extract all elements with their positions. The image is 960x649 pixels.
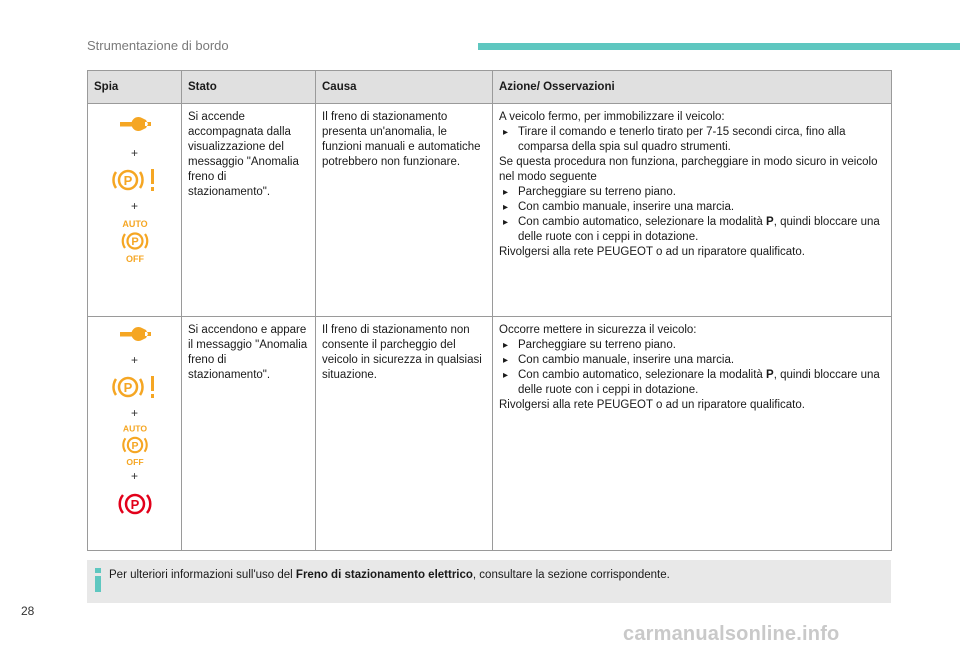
info-text: Per ulteriori informazioni sull'uso del Freno di stazionamento elettrico, consultare la sezione corrispondente.: [109, 569, 670, 581]
azione-intro: A veicolo fermo, per immobilizzare il veicolo:: [499, 111, 725, 123]
auto-label: AUTO: [121, 219, 148, 229]
auto-park-off-icon: [94, 423, 175, 467]
list-item: ▸ Parcheggiare su terreno piano.: [499, 338, 885, 353]
parking-p-letter: P: [130, 439, 139, 452]
auto-label: AUTO: [122, 423, 147, 434]
azione-cell: [493, 104, 892, 317]
azione-mid: Se questa procedura non funziona, parcheggiare in modo sicuro in veicolo nel modo seguente: [499, 156, 878, 183]
azione-cell: [493, 317, 892, 551]
warning-lights-table: [87, 70, 892, 551]
column-header-spia: Spia: [88, 71, 182, 104]
list-item: ▸ Con cambio automatico, selezionare la modalità P, quindi bloccare una delle ruote con i ceppi in dotazione.: [499, 215, 885, 245]
watermark: carmanualsonline.info: [623, 623, 840, 645]
list-item: ▸ Con cambio manuale, inserire una marcia.: [499, 353, 885, 368]
azione-list-b: [499, 185, 885, 245]
azione-list-b: [499, 338, 885, 398]
plus-sign: +: [130, 469, 138, 483]
spia-icons-cell: [88, 104, 182, 317]
wrench-icon: [94, 104, 175, 144]
parking-p-letter: P: [123, 380, 132, 395]
off-label: OFF: [125, 254, 144, 264]
table-row: [88, 104, 892, 317]
page-number: 28: [21, 604, 35, 618]
spia-icons-cell: [88, 317, 182, 551]
column-header-causa: Causa: [316, 71, 493, 104]
table-row: [88, 317, 892, 551]
column-header-stato: Stato: [182, 71, 316, 104]
list-item: ▸ Con cambio manuale, inserire una marcia.: [499, 200, 885, 215]
stato-cell: Si accende accompagnata dalla visualizzazione del messaggio "Anomalia freno di stazionamento".: [182, 104, 316, 317]
parking-brake-fault-icon: [94, 163, 175, 197]
plus-sign: +: [130, 199, 138, 213]
parking-p-letter: P: [130, 497, 139, 512]
auto-park-off-icon: [94, 216, 175, 266]
column-header-azione: Azione/ Osservazioni: [493, 71, 892, 104]
plus-sign: +: [130, 353, 138, 367]
azione-outro: Rivolgersi alla rete PEUGEOT o ad un riparatore qualificato.: [499, 399, 805, 411]
plus-sign: +: [130, 406, 138, 420]
azione-list-a: [499, 125, 885, 155]
causa-cell: Il freno di stazionamento presenta un'anomalia, le funzioni manuali e automatiche potrebbero non funzionare.: [316, 104, 493, 317]
table-header-row: [88, 71, 892, 104]
parking-p-letter: P: [130, 236, 139, 248]
header-accent-bar: [478, 43, 960, 50]
info-icon: [95, 568, 101, 592]
parking-p-letter: P: [123, 173, 132, 188]
section-title: Strumentazione di bordo: [87, 38, 229, 53]
list-item: ▸ Tirare il comando e tenerlo tirato per 7-15 secondi circa, fino alla comparsa della spia sul quadro strumenti.: [499, 125, 885, 155]
parking-brake-fault-icon: [94, 370, 175, 404]
azione-intro: Occorre mettere in sicurezza il veicolo:: [499, 324, 697, 336]
azione-outro: Rivolgersi alla rete PEUGEOT o ad un riparatore qualificato.: [499, 246, 805, 258]
plus-sign: +: [130, 146, 138, 160]
parking-brake-red-icon: [94, 486, 175, 522]
list-item: ▸ Con cambio automatico, selezionare la modalità P, quindi bloccare una delle ruote con i ceppi in dotazione.: [499, 368, 885, 398]
off-label: OFF: [125, 457, 144, 467]
info-box: [87, 560, 891, 603]
causa-cell: Il freno di stazionamento non consente il parcheggio del veicolo in sicurezza in qualsiasi situazione.: [316, 317, 493, 551]
wrench-icon: [94, 317, 175, 351]
stato-cell: Si accendono e appare il messaggio "Anomalia freno di stazionamento".: [182, 317, 316, 551]
list-item: ▸ Parcheggiare su terreno piano.: [499, 185, 885, 200]
